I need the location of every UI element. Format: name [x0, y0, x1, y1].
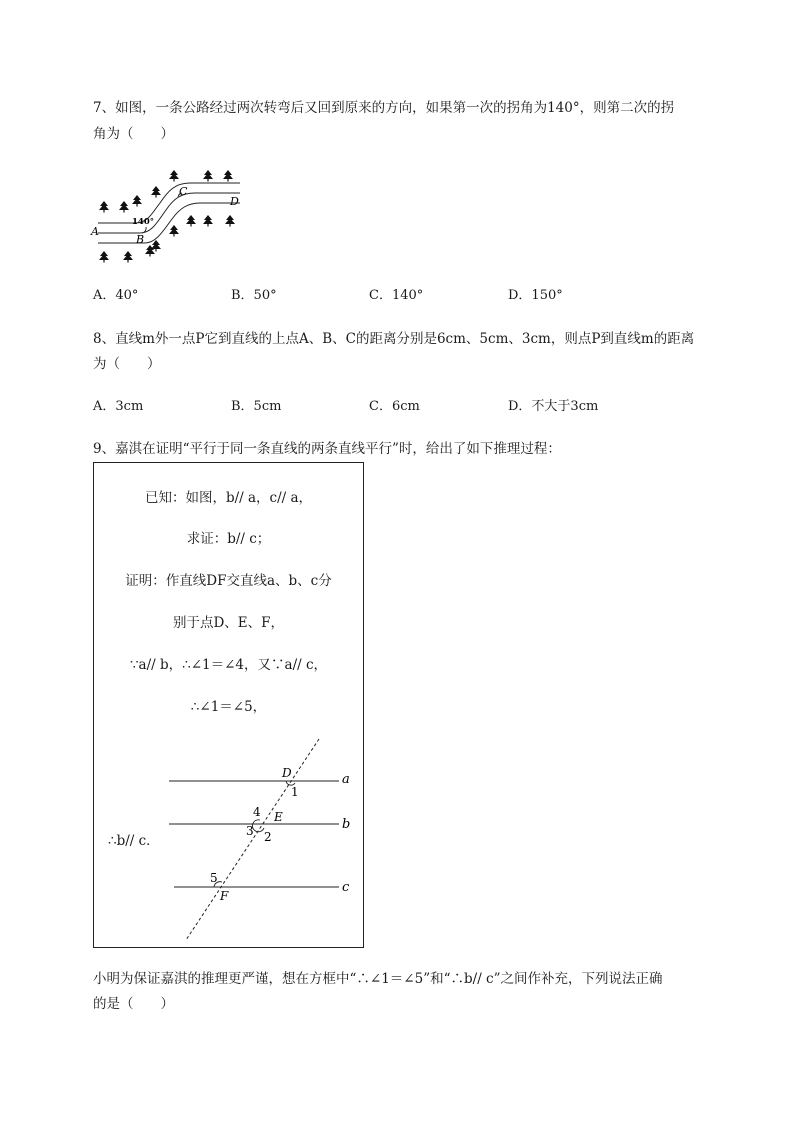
- tree-icon: [203, 215, 213, 227]
- tree-icon: [169, 225, 179, 237]
- tree-icon: [225, 215, 235, 227]
- label-angle-1: 1: [291, 785, 299, 799]
- tree-icon: [132, 195, 142, 207]
- tree-icon: [99, 201, 109, 213]
- q7-option-a[interactable]: A．40°: [93, 288, 139, 303]
- label-angle-3: 3: [246, 824, 254, 838]
- q7-option-d[interactable]: D．150°: [508, 288, 563, 303]
- proof-box: [93, 462, 364, 948]
- tree-icon: [169, 170, 179, 182]
- proof-step2: 别于点D、E、F，: [172, 615, 285, 631]
- label-angle-2: 2: [264, 830, 272, 844]
- angle-arc-e: [252, 820, 264, 832]
- q9-followup-line2: 的是（ ）: [93, 996, 174, 1012]
- road-center-line: [98, 193, 240, 233]
- label-b: B: [136, 233, 145, 246]
- parallel-lines-figure: [164, 735, 359, 945]
- q7-option-c[interactable]: C．140°: [369, 288, 424, 303]
- angle-label-140: 140°: [132, 217, 154, 227]
- q8-option-a[interactable]: A．3cm: [93, 399, 144, 414]
- q7-stem-line1: 7、如图，一条公路经过两次转弯后又回到原来的方向，如果第一次的拐角为140°，则第二次的拐: [93, 100, 675, 116]
- q8-option-c[interactable]: C．6cm: [369, 399, 420, 414]
- proof-given: 已知：如图，b// a，c// a，: [144, 490, 313, 506]
- q7-road-figure: [90, 163, 250, 268]
- proof-step3: ∵a// b，∴∠1＝∠4，又∵a// c，: [129, 657, 328, 673]
- q8-stem-line2: 为（ ）: [93, 356, 161, 372]
- label-point-f: F: [220, 889, 229, 903]
- q9-followup-line1: 小明为保证嘉淇的推理更严谨，想在方框中“∴∠1＝∠5”和“∴b// c”之间作补充，下列说法正确: [93, 971, 663, 987]
- label-c: C: [179, 185, 188, 198]
- label-point-e: E: [274, 810, 283, 824]
- label-line-a: a: [342, 772, 350, 787]
- proof-conclusion: ∴b// c．: [108, 833, 160, 849]
- label-a: A: [91, 225, 99, 238]
- label-line-b: b: [342, 817, 351, 832]
- tree-icon: [186, 215, 196, 227]
- q8-option-d[interactable]: D．不大于3cm: [508, 399, 599, 414]
- tree-icon: [223, 170, 233, 182]
- label-point-d: D: [282, 766, 292, 780]
- tree-icon: [99, 251, 109, 263]
- q9-stem: 9、嘉淇在证明“平行于同一条直线的两条直线平行”时，给出了如下推理过程：: [93, 441, 561, 457]
- proof-prove: 求证：b// c；: [186, 531, 271, 547]
- tree-icon: [123, 251, 133, 263]
- tree-icon: [151, 186, 161, 198]
- proof-step4: ∴∠1＝∠5，: [190, 699, 267, 715]
- q7-option-b[interactable]: B．50°: [231, 288, 277, 303]
- proof-step1: 证明：作直线DF交直线a、b、c分: [125, 573, 332, 589]
- transversal-df: [186, 739, 319, 940]
- label-d: D: [230, 195, 239, 208]
- q8-option-b[interactable]: B．5cm: [231, 399, 282, 414]
- tree-icon: [203, 170, 213, 182]
- label-line-c: c: [342, 880, 350, 895]
- label-angle-4: 4: [253, 805, 261, 819]
- tree-icon: [119, 201, 129, 213]
- q7-stem-line2: 角为（ ）: [93, 126, 174, 142]
- label-angle-5: 5: [210, 871, 218, 885]
- q8-stem-line1: 8、直线m外一点P它到直线的上点A、B、C的距离分别是6cm、5cm、3cm，则点P到直线m的距离: [93, 331, 695, 347]
